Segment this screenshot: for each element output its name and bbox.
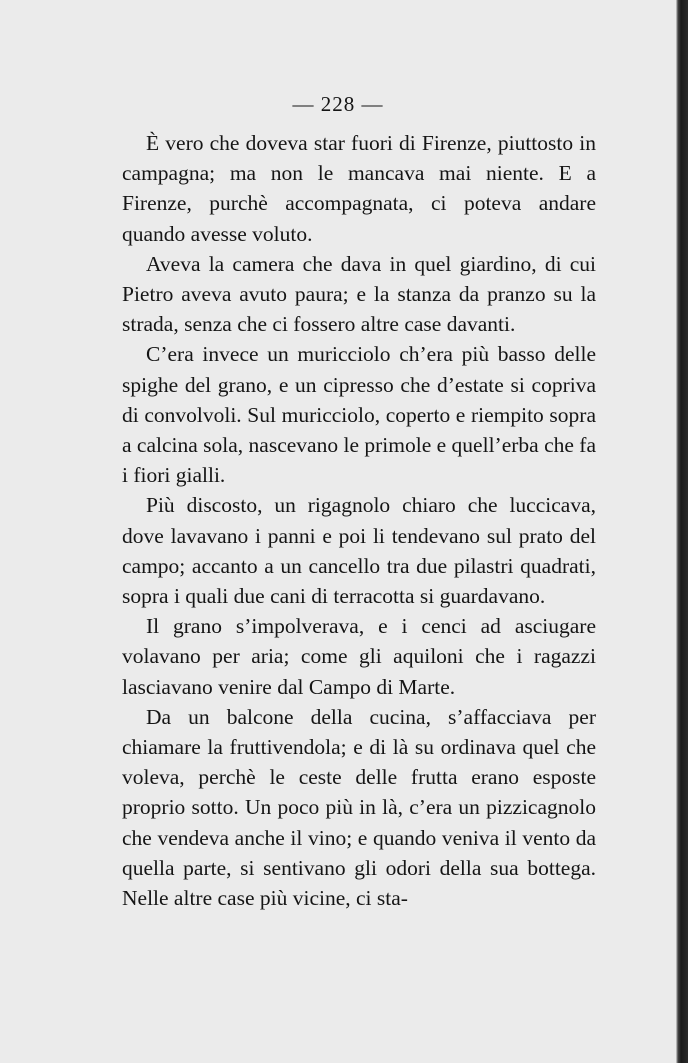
paragraph: C’era invece un muricciolo ch’era più basso delle spighe del grano, e un cipresso che d’estate si copriva di convolvoli. Sul muricciolo, coperto e riempito sopra a calcina sola, nascevano le primole e quell’erba che fa i fiori gialli. [122,342,596,488]
page-number: — 228 — [292,92,384,116]
paragraph: Aveva la camera che dava in quel giardino, di cui Pietro aveva avuto paura; e la stanza da pranzo su la strada, senza che ci fossero altre case davanti. [122,251,596,337]
paragraph: Da un balcone della cucina, s’affacciava per chiamare la fruttivendola; e di là su ordinava quel che voleva, perchè le ceste delle frutta erano esposte proprio sotto. Un poco più in là, c’era un pizzicagnolo che vendeva anche il vino; e quando veniva il vento da quella parte, si sentivano gli odori della sua bottega. Nelle altre case più vicine, ci sta- [122,704,596,911]
paragraph: Il grano s’impolverava, e i cenci ad asciugare volavano per aria; come gli aquiloni che i ragazzi lasciavano venire dal Campo di Marte. [122,614,596,699]
paragraph: Più discosto, un rigagnolo chiaro che luccicava, dove lavavano i panni e poi li tendevano sul prato del campo; accanto a un cancello tra due pilastri quadrati, sopra i quali due cani di terracotta si guardavano. [122,493,596,609]
text-block [122,128,596,913]
book-edge [676,0,688,1063]
paragraph: È vero che doveva star fuori di Firenze, piuttosto in campagna; ma non le mancava mai niente. E a Firenze, purchè accompagnata, ci poteva andare quando avesse voluto. [122,131,596,246]
